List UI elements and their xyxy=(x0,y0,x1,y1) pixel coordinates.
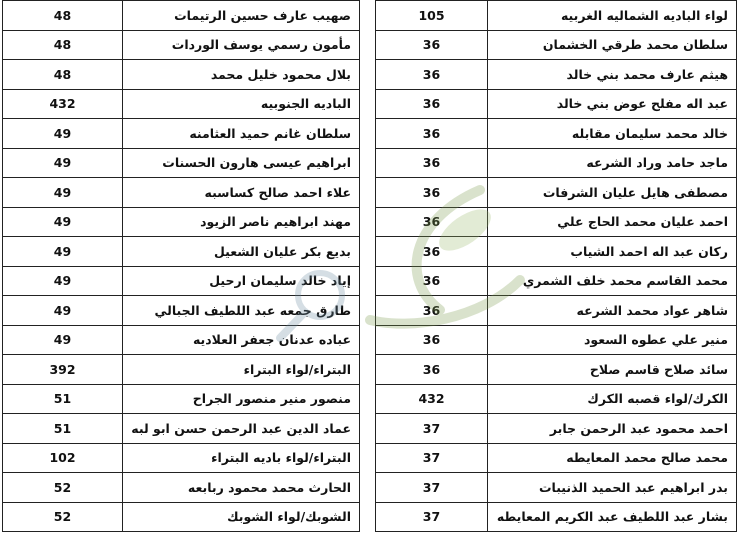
row-name: سائد صلاح قاسم صلاح xyxy=(488,355,737,385)
row-value: 392 xyxy=(3,355,123,385)
table-row xyxy=(376,502,737,532)
row-value: 49 xyxy=(3,325,123,355)
row-name: بشار عبد اللطيف عبد الكريم المعايطه xyxy=(488,502,737,532)
table-row xyxy=(3,89,360,119)
row-value: 49 xyxy=(3,266,123,296)
row-value: 36 xyxy=(376,119,488,149)
row-value: 37 xyxy=(376,502,488,532)
row-name: صهيب عارف حسين الرتيمات xyxy=(123,1,360,31)
table-row xyxy=(3,384,360,414)
row-name: هيثم عارف محمد بني خالد xyxy=(488,60,737,90)
row-name: مصطفى هايل عليان الشرفات xyxy=(488,178,737,208)
row-value: 49 xyxy=(3,237,123,267)
table-row xyxy=(376,30,737,60)
row-name: احمد عليان محمد الحاج علي xyxy=(488,207,737,237)
row-value: 51 xyxy=(3,384,123,414)
table-row xyxy=(376,384,737,414)
row-value: 51 xyxy=(3,414,123,444)
row-value: 36 xyxy=(376,207,488,237)
row-name: شاهر عواد محمد الشرعه xyxy=(488,296,737,326)
row-name: ركان عبد اله احمد الشياب xyxy=(488,237,737,267)
row-value: 432 xyxy=(376,384,488,414)
row-name: عباده عدنان جعفر العلاديه xyxy=(123,325,360,355)
table-row xyxy=(3,473,360,503)
row-name: بلال محمود خليل محمد xyxy=(123,60,360,90)
row-value: 48 xyxy=(3,1,123,31)
row-value: 37 xyxy=(376,443,488,473)
row-name: الشوبك/لواء الشوبك xyxy=(123,502,360,532)
row-name: مهند ابراهيم ناصر الزيود xyxy=(123,207,360,237)
row-value: 105 xyxy=(376,1,488,31)
table-row xyxy=(376,414,737,444)
row-value: 49 xyxy=(3,119,123,149)
table-row xyxy=(3,266,360,296)
row-value: 49 xyxy=(3,148,123,178)
table-row xyxy=(376,325,737,355)
row-value: 37 xyxy=(376,414,488,444)
row-name: علاء احمد صالح كساسبه xyxy=(123,178,360,208)
table-row xyxy=(3,414,360,444)
table-row xyxy=(376,119,737,149)
row-name: الكرك/لواء قصبه الكرك xyxy=(488,384,737,414)
row-name: منصور منير منصور الجراح xyxy=(123,384,360,414)
table-row xyxy=(3,443,360,473)
table-row xyxy=(376,1,737,31)
right-results-table xyxy=(375,0,737,532)
left-results-table xyxy=(2,0,360,532)
table-row xyxy=(376,237,737,267)
row-name: البتراء/لواء البتراء xyxy=(123,355,360,385)
table-row xyxy=(3,178,360,208)
row-name: مأمون رسمي يوسف الوردات xyxy=(123,30,360,60)
row-name: عبد اله مفلح عوض بني خالد xyxy=(488,89,737,119)
row-value: 52 xyxy=(3,502,123,532)
row-name: سلطان محمد طرقي الخشمان xyxy=(488,30,737,60)
row-name: منير علي عطوه السعود xyxy=(488,325,737,355)
row-value: 48 xyxy=(3,30,123,60)
table-row xyxy=(3,60,360,90)
row-value: 36 xyxy=(376,60,488,90)
row-name: احمد محمود عبد الرحمن جابر xyxy=(488,414,737,444)
row-name: سلطان غانم حميد العثامنه xyxy=(123,119,360,149)
table-row xyxy=(376,473,737,503)
table-row xyxy=(3,296,360,326)
row-name: محمد القاسم محمد خلف الشمري xyxy=(488,266,737,296)
table-row xyxy=(3,119,360,149)
row-name: لواء الباديه الشماليه الغربيه xyxy=(488,1,737,31)
table-row xyxy=(3,207,360,237)
row-value: 49 xyxy=(3,178,123,208)
row-name: طارق جمعه عبد اللطيف الجبالي xyxy=(123,296,360,326)
left-table-body xyxy=(3,1,360,532)
row-value: 36 xyxy=(376,325,488,355)
row-value: 36 xyxy=(376,266,488,296)
row-name: خالد محمد سليمان مقابله xyxy=(488,119,737,149)
row-value: 52 xyxy=(3,473,123,503)
row-value: 48 xyxy=(3,60,123,90)
table-row xyxy=(376,266,737,296)
table-row xyxy=(376,148,737,178)
table-row xyxy=(3,1,360,31)
row-name: الحارث محمد محمود ربابعه xyxy=(123,473,360,503)
row-name: ابراهيم عيسى هارون الحسنات xyxy=(123,148,360,178)
row-name: البتراء/لواء باديه البتراء xyxy=(123,443,360,473)
row-value: 432 xyxy=(3,89,123,119)
table-row xyxy=(3,502,360,532)
row-value: 49 xyxy=(3,296,123,326)
table-row xyxy=(376,355,737,385)
row-name: إياد خالد سليمان ارحيل xyxy=(123,266,360,296)
table-row xyxy=(376,443,737,473)
row-value: 102 xyxy=(3,443,123,473)
table-row xyxy=(3,237,360,267)
row-value: 36 xyxy=(376,89,488,119)
table-row xyxy=(3,325,360,355)
row-name: ماجد حامد وراد الشرعه xyxy=(488,148,737,178)
row-name: عماد الدين عبد الرحمن حسن ابو لبه xyxy=(123,414,360,444)
row-name: محمد صالح محمد المعايطه xyxy=(488,443,737,473)
table-row xyxy=(376,178,737,208)
table-row xyxy=(3,30,360,60)
row-value: 36 xyxy=(376,148,488,178)
table-row xyxy=(376,296,737,326)
table-row xyxy=(3,148,360,178)
row-value: 36 xyxy=(376,178,488,208)
table-row xyxy=(376,60,737,90)
table-row xyxy=(376,207,737,237)
row-value: 36 xyxy=(376,30,488,60)
table-row xyxy=(3,355,360,385)
row-value: 36 xyxy=(376,237,488,267)
row-value: 36 xyxy=(376,296,488,326)
row-name: بدر ابراهيم عبد الحميد الذنيبات xyxy=(488,473,737,503)
row-name: الباديه الجنوبيه xyxy=(123,89,360,119)
row-value: 49 xyxy=(3,207,123,237)
row-value: 36 xyxy=(376,355,488,385)
row-value: 37 xyxy=(376,473,488,503)
right-table-body xyxy=(376,1,737,532)
row-name: بديع بكر عليان الشعيل xyxy=(123,237,360,267)
table-row xyxy=(376,89,737,119)
